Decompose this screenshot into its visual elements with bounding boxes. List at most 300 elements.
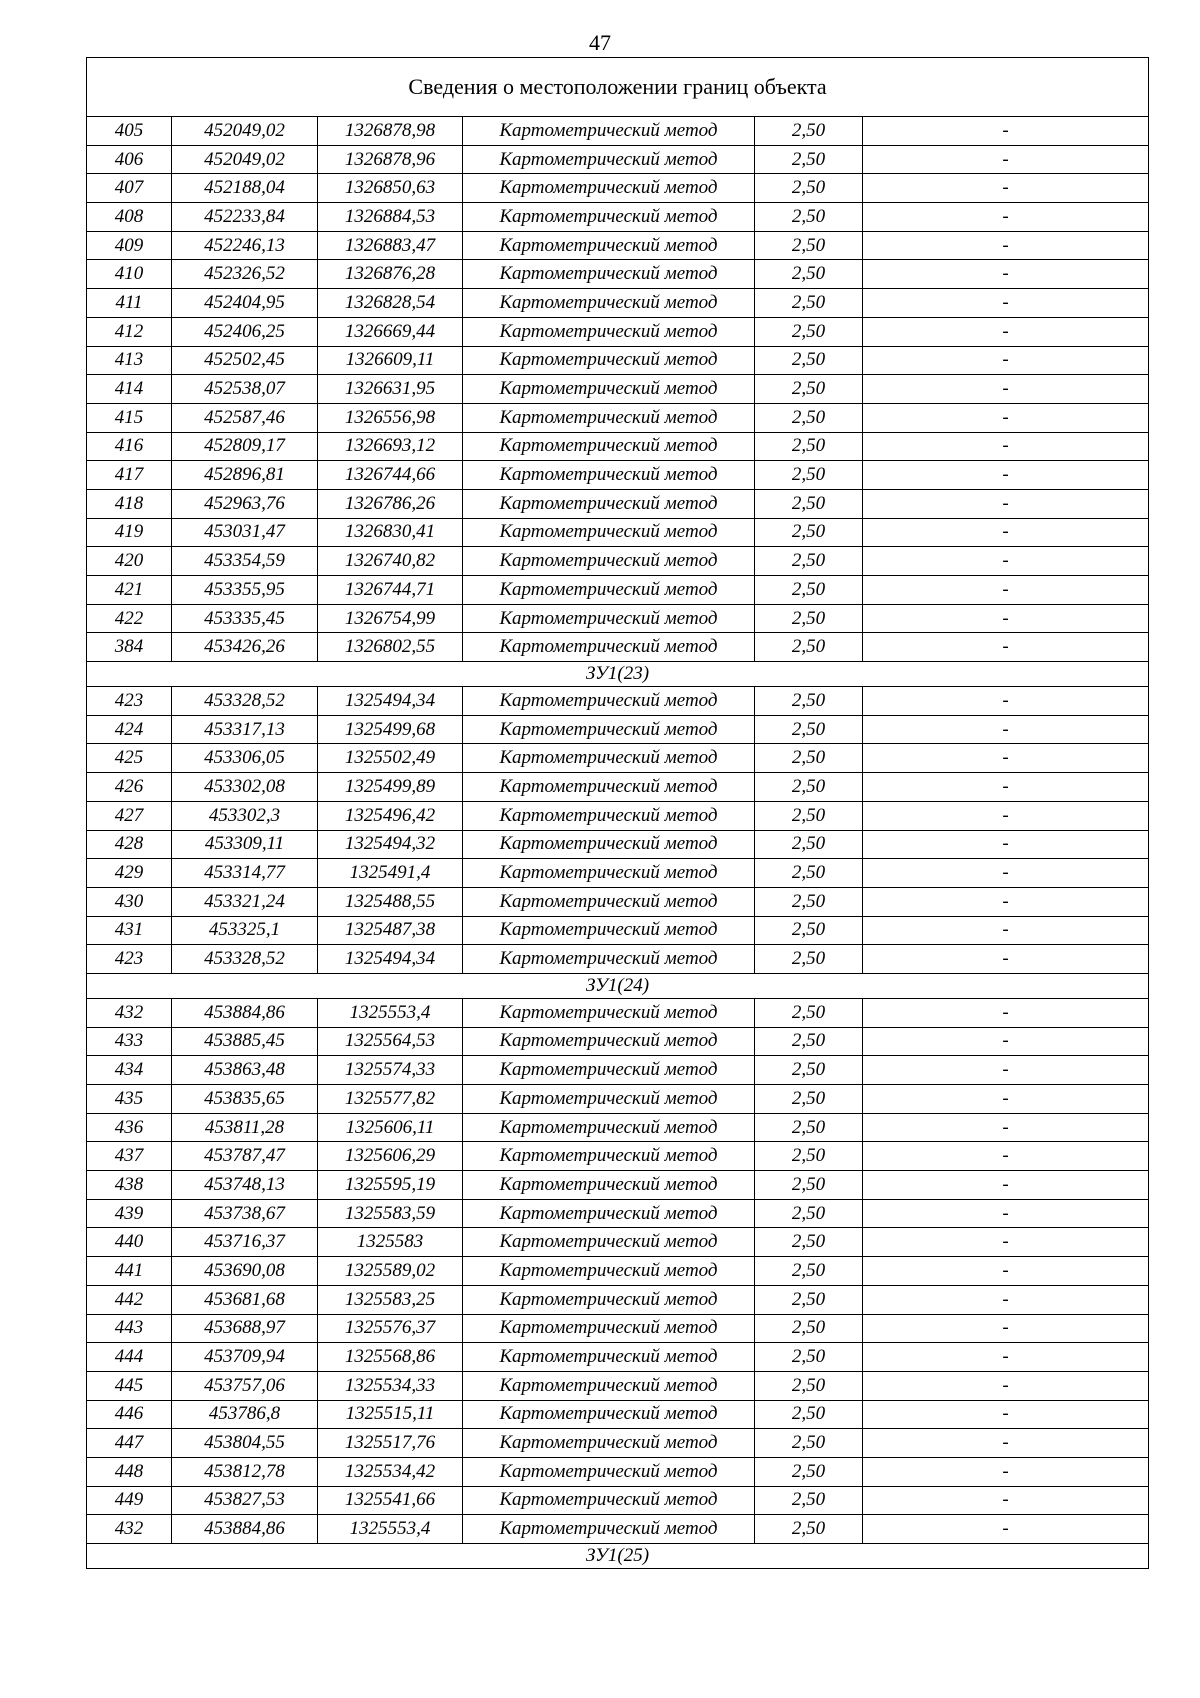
point-number-cell: 411	[87, 289, 172, 318]
table-row	[87, 375, 1149, 404]
y-coordinate-cell: 1326609,11	[318, 346, 463, 375]
accuracy-cell: 2,50	[755, 432, 863, 461]
description-cell: -	[863, 1285, 1149, 1314]
table-row	[87, 1142, 1149, 1171]
x-coordinate-cell: 453804,55	[172, 1429, 318, 1458]
point-number-cell: 421	[87, 576, 172, 605]
table-row	[87, 117, 1149, 146]
x-coordinate-cell: 452049,02	[172, 117, 318, 146]
method-cell: Картометрический метод	[463, 174, 755, 203]
description-cell: -	[863, 773, 1149, 802]
method-cell: Картометрический метод	[463, 1285, 755, 1314]
table-row	[87, 1400, 1149, 1429]
table-row	[87, 576, 1149, 605]
description-cell: -	[863, 744, 1149, 773]
table-row	[87, 1343, 1149, 1372]
section-label: ЗУ1(23)	[87, 662, 1149, 687]
table-row	[87, 687, 1149, 716]
point-number-cell: 406	[87, 145, 172, 174]
y-coordinate-cell: 1326556,98	[318, 403, 463, 432]
x-coordinate-cell: 453690,08	[172, 1257, 318, 1286]
accuracy-cell: 2,50	[755, 547, 863, 576]
accuracy-cell: 2,50	[755, 1285, 863, 1314]
description-cell: -	[863, 887, 1149, 916]
table-row	[87, 231, 1149, 260]
accuracy-cell: 2,50	[755, 576, 863, 605]
x-coordinate-cell: 453738,67	[172, 1199, 318, 1228]
table-row	[87, 1371, 1149, 1400]
description-cell: -	[863, 633, 1149, 662]
y-coordinate-cell: 1325553,4	[318, 998, 463, 1027]
point-number-cell: 417	[87, 461, 172, 490]
point-number-cell: 407	[87, 174, 172, 203]
description-cell: -	[863, 1257, 1149, 1286]
description-cell: -	[863, 1400, 1149, 1429]
y-coordinate-cell: 1325577,82	[318, 1085, 463, 1114]
table-row	[87, 887, 1149, 916]
accuracy-cell: 2,50	[755, 1113, 863, 1142]
description-cell: -	[863, 461, 1149, 490]
method-cell: Картометрический метод	[463, 945, 755, 974]
x-coordinate-cell: 453314,77	[172, 859, 318, 888]
y-coordinate-cell: 1326883,47	[318, 231, 463, 260]
y-coordinate-cell: 1325515,11	[318, 1400, 463, 1429]
accuracy-cell: 2,50	[755, 1171, 863, 1200]
x-coordinate-cell: 453884,86	[172, 998, 318, 1027]
x-coordinate-cell: 453321,24	[172, 887, 318, 916]
table-row	[87, 916, 1149, 945]
description-cell: -	[863, 916, 1149, 945]
point-number-cell: 427	[87, 801, 172, 830]
method-cell: Картометрический метод	[463, 1199, 755, 1228]
accuracy-cell: 2,50	[755, 289, 863, 318]
point-number-cell: 432	[87, 998, 172, 1027]
accuracy-cell: 2,50	[755, 317, 863, 346]
x-coordinate-cell: 453863,48	[172, 1056, 318, 1085]
x-coordinate-cell: 452233,84	[172, 203, 318, 232]
description-cell: -	[863, 1142, 1149, 1171]
y-coordinate-cell: 1326876,28	[318, 260, 463, 289]
description-cell: -	[863, 1199, 1149, 1228]
table-row	[87, 773, 1149, 802]
table-row	[87, 203, 1149, 232]
description-cell: -	[863, 998, 1149, 1027]
method-cell: Картометрический метод	[463, 1486, 755, 1515]
point-number-cell: 433	[87, 1027, 172, 1056]
description-cell: -	[863, 859, 1149, 888]
accuracy-cell: 2,50	[755, 916, 863, 945]
table-row	[87, 1228, 1149, 1257]
accuracy-cell: 2,50	[755, 1056, 863, 1085]
accuracy-cell: 2,50	[755, 174, 863, 203]
point-number-cell: 442	[87, 1285, 172, 1314]
x-coordinate-cell: 453786,8	[172, 1400, 318, 1429]
point-number-cell: 444	[87, 1343, 172, 1372]
accuracy-cell: 2,50	[755, 231, 863, 260]
accuracy-cell: 2,50	[755, 346, 863, 375]
x-coordinate-cell: 453885,45	[172, 1027, 318, 1056]
method-cell: Картометрический метод	[463, 547, 755, 576]
description-cell: -	[863, 346, 1149, 375]
y-coordinate-cell: 1325589,02	[318, 1257, 463, 1286]
y-coordinate-cell: 1325499,68	[318, 715, 463, 744]
y-coordinate-cell: 1326631,95	[318, 375, 463, 404]
method-cell: Картометрический метод	[463, 1257, 755, 1286]
y-coordinate-cell: 1325583	[318, 1228, 463, 1257]
point-number-cell: 405	[87, 117, 172, 146]
table-row	[87, 518, 1149, 547]
point-number-cell: 432	[87, 1515, 172, 1544]
method-cell: Картометрический метод	[463, 1515, 755, 1544]
method-cell: Картометрический метод	[463, 887, 755, 916]
y-coordinate-cell: 1326878,98	[318, 117, 463, 146]
description-cell: -	[863, 1228, 1149, 1257]
method-cell: Картометрический метод	[463, 1314, 755, 1343]
point-number-cell: 418	[87, 489, 172, 518]
table-row	[87, 1457, 1149, 1486]
method-cell: Картометрический метод	[463, 260, 755, 289]
description-cell: -	[863, 174, 1149, 203]
point-number-cell: 420	[87, 547, 172, 576]
method-cell: Картометрический метод	[463, 289, 755, 318]
description-cell: -	[863, 547, 1149, 576]
y-coordinate-cell: 1325517,76	[318, 1429, 463, 1458]
table-row	[87, 998, 1149, 1027]
description-cell: -	[863, 432, 1149, 461]
point-number-cell: 443	[87, 1314, 172, 1343]
x-coordinate-cell: 453787,47	[172, 1142, 318, 1171]
method-cell: Картометрический метод	[463, 1056, 755, 1085]
y-coordinate-cell: 1325574,33	[318, 1056, 463, 1085]
point-number-cell: 431	[87, 916, 172, 945]
method-cell: Картометрический метод	[463, 145, 755, 174]
y-coordinate-cell: 1325595,19	[318, 1171, 463, 1200]
y-coordinate-cell: 1325583,25	[318, 1285, 463, 1314]
point-number-cell: 414	[87, 375, 172, 404]
method-cell: Картометрический метод	[463, 633, 755, 662]
table-row	[87, 346, 1149, 375]
table-row	[87, 945, 1149, 974]
point-number-cell: 449	[87, 1486, 172, 1515]
table-row	[87, 289, 1149, 318]
method-cell: Картометрический метод	[463, 576, 755, 605]
table-row	[87, 1113, 1149, 1142]
x-coordinate-cell: 452404,95	[172, 289, 318, 318]
table-row	[87, 1486, 1149, 1515]
x-coordinate-cell: 452538,07	[172, 375, 318, 404]
y-coordinate-cell: 1326850,63	[318, 174, 463, 203]
method-cell: Картометрический метод	[463, 231, 755, 260]
accuracy-cell: 2,50	[755, 1027, 863, 1056]
description-cell: -	[863, 715, 1149, 744]
method-cell: Картометрический метод	[463, 801, 755, 830]
accuracy-cell: 2,50	[755, 1228, 863, 1257]
x-coordinate-cell: 453835,65	[172, 1085, 318, 1114]
description-cell: -	[863, 687, 1149, 716]
table-row	[87, 744, 1149, 773]
x-coordinate-cell: 453748,13	[172, 1171, 318, 1200]
description-cell: -	[863, 830, 1149, 859]
method-cell: Картометрический метод	[463, 1171, 755, 1200]
point-number-cell: 423	[87, 687, 172, 716]
y-coordinate-cell: 1326802,55	[318, 633, 463, 662]
point-number-cell: 419	[87, 518, 172, 547]
x-coordinate-cell: 453716,37	[172, 1228, 318, 1257]
point-number-cell: 409	[87, 231, 172, 260]
point-number-cell: 436	[87, 1113, 172, 1142]
accuracy-cell: 2,50	[755, 687, 863, 716]
x-coordinate-cell: 453709,94	[172, 1343, 318, 1372]
table-title: Сведения о местоположении границ объекта	[87, 58, 1149, 117]
y-coordinate-cell: 1325606,29	[318, 1142, 463, 1171]
point-number-cell: 446	[87, 1400, 172, 1429]
accuracy-cell: 2,50	[755, 375, 863, 404]
description-cell: -	[863, 1457, 1149, 1486]
description-cell: -	[863, 1314, 1149, 1343]
y-coordinate-cell: 1325553,4	[318, 1515, 463, 1544]
table-row	[87, 1314, 1149, 1343]
description-cell: -	[863, 576, 1149, 605]
description-cell: -	[863, 375, 1149, 404]
method-cell: Картометрический метод	[463, 830, 755, 859]
point-number-cell: 445	[87, 1371, 172, 1400]
y-coordinate-cell: 1325502,49	[318, 744, 463, 773]
method-cell: Картометрический метод	[463, 715, 755, 744]
table-row	[87, 1199, 1149, 1228]
method-cell: Картометрический метод	[463, 117, 755, 146]
description-cell: -	[863, 1113, 1149, 1142]
x-coordinate-cell: 453328,52	[172, 687, 318, 716]
x-coordinate-cell: 453811,28	[172, 1113, 318, 1142]
y-coordinate-cell: 1326754,99	[318, 604, 463, 633]
accuracy-cell: 2,50	[755, 604, 863, 633]
y-coordinate-cell: 1325534,33	[318, 1371, 463, 1400]
y-coordinate-cell: 1326744,71	[318, 576, 463, 605]
x-coordinate-cell: 453306,05	[172, 744, 318, 773]
accuracy-cell: 2,50	[755, 489, 863, 518]
method-cell: Картометрический метод	[463, 1085, 755, 1114]
y-coordinate-cell: 1325488,55	[318, 887, 463, 916]
table-body	[87, 58, 1149, 1569]
method-cell: Картометрический метод	[463, 1027, 755, 1056]
section-row	[87, 1544, 1149, 1569]
method-cell: Картометрический метод	[463, 773, 755, 802]
method-cell: Картометрический метод	[463, 1228, 755, 1257]
table-row	[87, 801, 1149, 830]
y-coordinate-cell: 1325541,66	[318, 1486, 463, 1515]
table-row	[87, 1515, 1149, 1544]
table-row	[87, 1171, 1149, 1200]
x-coordinate-cell: 452809,17	[172, 432, 318, 461]
x-coordinate-cell: 452049,02	[172, 145, 318, 174]
method-cell: Картометрический метод	[463, 461, 755, 490]
point-number-cell: 384	[87, 633, 172, 662]
point-number-cell: 415	[87, 403, 172, 432]
accuracy-cell: 2,50	[755, 1486, 863, 1515]
y-coordinate-cell: 1326830,41	[318, 518, 463, 547]
method-cell: Картометрический метод	[463, 518, 755, 547]
method-cell: Картометрический метод	[463, 375, 755, 404]
point-number-cell: 434	[87, 1056, 172, 1085]
y-coordinate-cell: 1325534,42	[318, 1457, 463, 1486]
accuracy-cell: 2,50	[755, 715, 863, 744]
x-coordinate-cell: 453757,06	[172, 1371, 318, 1400]
x-coordinate-cell: 453031,47	[172, 518, 318, 547]
point-number-cell: 440	[87, 1228, 172, 1257]
accuracy-cell: 2,50	[755, 830, 863, 859]
table-row	[87, 1027, 1149, 1056]
table-row	[87, 715, 1149, 744]
method-cell: Картометрический метод	[463, 1457, 755, 1486]
x-coordinate-cell: 453328,52	[172, 945, 318, 974]
description-cell: -	[863, 518, 1149, 547]
table-row	[87, 859, 1149, 888]
table-row	[87, 604, 1149, 633]
accuracy-cell: 2,50	[755, 1515, 863, 1544]
point-number-cell: 416	[87, 432, 172, 461]
x-coordinate-cell: 452896,81	[172, 461, 318, 490]
x-coordinate-cell: 453426,26	[172, 633, 318, 662]
x-coordinate-cell: 452963,76	[172, 489, 318, 518]
method-cell: Картометрический метод	[463, 203, 755, 232]
point-number-cell: 423	[87, 945, 172, 974]
description-cell: -	[863, 203, 1149, 232]
accuracy-cell: 2,50	[755, 1429, 863, 1458]
method-cell: Картометрический метод	[463, 859, 755, 888]
y-coordinate-cell: 1325494,32	[318, 830, 463, 859]
description-cell: -	[863, 1027, 1149, 1056]
x-coordinate-cell: 453355,95	[172, 576, 318, 605]
accuracy-cell: 2,50	[755, 859, 863, 888]
point-number-cell: 412	[87, 317, 172, 346]
point-number-cell: 430	[87, 887, 172, 916]
y-coordinate-cell: 1326786,26	[318, 489, 463, 518]
description-cell: -	[863, 489, 1149, 518]
table-row	[87, 403, 1149, 432]
accuracy-cell: 2,50	[755, 145, 863, 174]
point-number-cell: 441	[87, 1257, 172, 1286]
method-cell: Картометрический метод	[463, 1142, 755, 1171]
description-cell: -	[863, 1085, 1149, 1114]
accuracy-cell: 2,50	[755, 1085, 863, 1114]
point-number-cell: 408	[87, 203, 172, 232]
accuracy-cell: 2,50	[755, 1142, 863, 1171]
point-number-cell: 439	[87, 1199, 172, 1228]
point-number-cell: 435	[87, 1085, 172, 1114]
method-cell: Картометрический метод	[463, 317, 755, 346]
section-label: ЗУ1(25)	[87, 1544, 1149, 1569]
table-row	[87, 1257, 1149, 1286]
description-cell: -	[863, 604, 1149, 633]
point-number-cell: 426	[87, 773, 172, 802]
accuracy-cell: 2,50	[755, 203, 863, 232]
accuracy-cell: 2,50	[755, 744, 863, 773]
table-title-row	[87, 58, 1149, 117]
y-coordinate-cell: 1325494,34	[318, 687, 463, 716]
y-coordinate-cell: 1326878,96	[318, 145, 463, 174]
accuracy-cell: 2,50	[755, 887, 863, 916]
point-number-cell: 424	[87, 715, 172, 744]
accuracy-cell: 2,50	[755, 518, 863, 547]
x-coordinate-cell: 452502,45	[172, 346, 318, 375]
x-coordinate-cell: 452587,46	[172, 403, 318, 432]
point-number-cell: 413	[87, 346, 172, 375]
x-coordinate-cell: 453884,86	[172, 1515, 318, 1544]
x-coordinate-cell: 453325,1	[172, 916, 318, 945]
description-cell: -	[863, 1429, 1149, 1458]
x-coordinate-cell: 452406,25	[172, 317, 318, 346]
method-cell: Картометрический метод	[463, 744, 755, 773]
section-label: ЗУ1(24)	[87, 973, 1149, 998]
method-cell: Картометрический метод	[463, 346, 755, 375]
accuracy-cell: 2,50	[755, 117, 863, 146]
point-number-cell: 425	[87, 744, 172, 773]
method-cell: Картометрический метод	[463, 403, 755, 432]
y-coordinate-cell: 1325564,53	[318, 1027, 463, 1056]
table-row	[87, 633, 1149, 662]
description-cell: -	[863, 117, 1149, 146]
accuracy-cell: 2,50	[755, 773, 863, 802]
point-number-cell: 438	[87, 1171, 172, 1200]
y-coordinate-cell: 1325487,38	[318, 916, 463, 945]
point-number-cell: 410	[87, 260, 172, 289]
accuracy-cell: 2,50	[755, 1400, 863, 1429]
method-cell: Картометрический метод	[463, 1113, 755, 1142]
table-row	[87, 830, 1149, 859]
y-coordinate-cell: 1326744,66	[318, 461, 463, 490]
y-coordinate-cell: 1326828,54	[318, 289, 463, 318]
table-row	[87, 1056, 1149, 1085]
x-coordinate-cell: 452246,13	[172, 231, 318, 260]
description-cell: -	[863, 260, 1149, 289]
table-row	[87, 432, 1149, 461]
description-cell: -	[863, 317, 1149, 346]
method-cell: Картометрический метод	[463, 1400, 755, 1429]
description-cell: -	[863, 1371, 1149, 1400]
point-number-cell: 448	[87, 1457, 172, 1486]
method-cell: Картометрический метод	[463, 432, 755, 461]
accuracy-cell: 2,50	[755, 998, 863, 1027]
x-coordinate-cell: 453681,68	[172, 1285, 318, 1314]
point-number-cell: 429	[87, 859, 172, 888]
accuracy-cell: 2,50	[755, 1457, 863, 1486]
y-coordinate-cell: 1326740,82	[318, 547, 463, 576]
table-row	[87, 260, 1149, 289]
point-number-cell: 447	[87, 1429, 172, 1458]
accuracy-cell: 2,50	[755, 1199, 863, 1228]
accuracy-cell: 2,50	[755, 461, 863, 490]
description-cell: -	[863, 1056, 1149, 1085]
x-coordinate-cell: 453302,08	[172, 773, 318, 802]
method-cell: Картометрический метод	[463, 604, 755, 633]
point-number-cell: 437	[87, 1142, 172, 1171]
y-coordinate-cell: 1325499,89	[318, 773, 463, 802]
x-coordinate-cell: 452188,04	[172, 174, 318, 203]
y-coordinate-cell: 1326693,12	[318, 432, 463, 461]
accuracy-cell: 2,50	[755, 1314, 863, 1343]
description-cell: -	[863, 1515, 1149, 1544]
x-coordinate-cell: 453354,59	[172, 547, 318, 576]
x-coordinate-cell: 453688,97	[172, 1314, 318, 1343]
section-row	[87, 662, 1149, 687]
point-number-cell: 422	[87, 604, 172, 633]
y-coordinate-cell: 1326884,53	[318, 203, 463, 232]
y-coordinate-cell: 1325491,4	[318, 859, 463, 888]
description-cell: -	[863, 145, 1149, 174]
accuracy-cell: 2,50	[755, 801, 863, 830]
table-row	[87, 1085, 1149, 1114]
x-coordinate-cell: 453335,45	[172, 604, 318, 633]
